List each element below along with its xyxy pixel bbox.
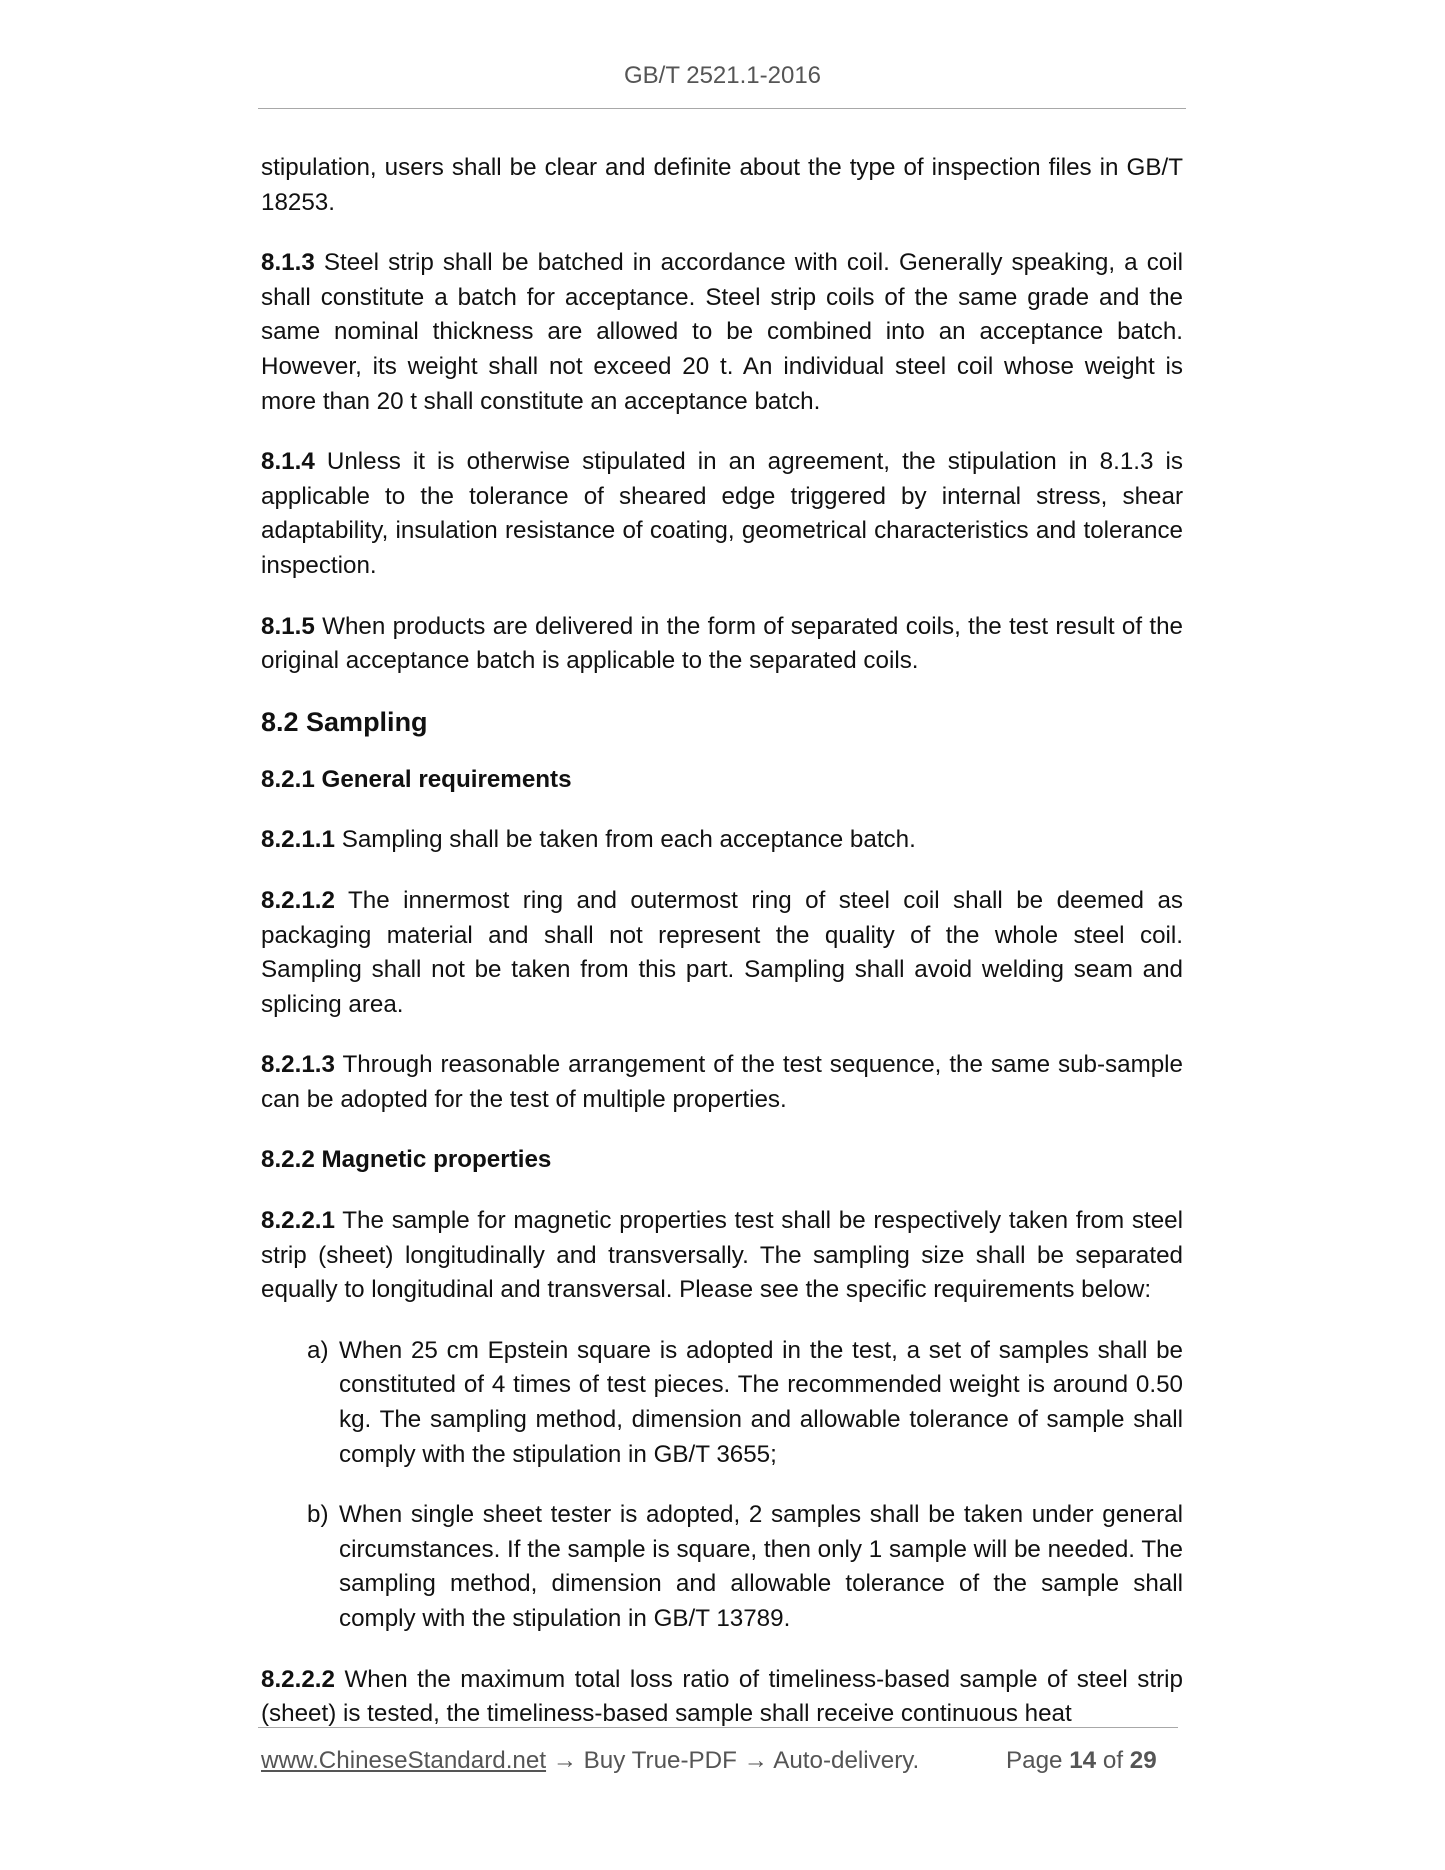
page-of: of xyxy=(1102,1747,1124,1774)
promo-text: → Buy True-PDF → Auto-delivery. xyxy=(546,1747,920,1774)
clause-8-1-4 xyxy=(261,445,1183,583)
page-label: Page xyxy=(1006,1747,1063,1774)
clause-number: 8.2.2.2 xyxy=(261,1665,335,1693)
clause-text: The sample for magnetic properties test shall be respectively taken from steel strip (sheet) longitudinally and transversally. The sampling size shall be separated equally to longitudinal and transversal. Please see the specific requirements below: xyxy=(261,1207,1183,1304)
page-number xyxy=(1006,1747,1157,1775)
list-item-text: When single sheet tester is adopted, 2 samples shall be taken under general circumstances. If the sample is square, then only 1 sample will be needed. The sampling method, dimension and allowable tolerance of the sample shall comply with the stipulation in GB/T 13789. xyxy=(339,1501,1183,1632)
clause-number: 8.1.5 xyxy=(261,612,315,640)
clause-number: 8.1.3 xyxy=(261,249,315,277)
footer-divider xyxy=(258,1727,1178,1728)
clause-number: 8.1.4 xyxy=(261,448,315,476)
document-body xyxy=(261,151,1183,1758)
page-header: GB/T 2521.1-2016 xyxy=(623,62,822,89)
clause-8-2-1-2 xyxy=(261,884,1183,1022)
footer-promo xyxy=(261,1747,919,1775)
list-item-text: When 25 cm Epstein square is adopted in the test, a set of samples shall be constituted of 4 times of test pieces. The recommended weight is around 0.50 kg. The sampling method, dimension and allowable tolerance of sample shall comply with the stipulation in GB/T 3655; xyxy=(339,1336,1183,1468)
clause-number: 8.2.1.2 xyxy=(261,886,335,914)
header-divider xyxy=(258,108,1186,109)
page-total: 29 xyxy=(1129,1747,1157,1774)
clause-8-1-5 xyxy=(261,610,1183,679)
list-item-b xyxy=(261,1498,1183,1636)
paragraph-continuation: stipulation, users shall be clear and definite about the type of inspection files in GB/T 18253. xyxy=(261,154,1183,216)
list-item-a xyxy=(261,1334,1183,1472)
clause-text: Unless it is otherwise stipulated in an agreement, the stipulation in 8.1.3 is applicable to the tolerance of sheared edge triggered by internal stress, shear adaptability, insulation resistance of coating, geometrical characteristics and tolerance inspection. xyxy=(261,448,1183,579)
section-heading-8-2: 8.2 Sampling xyxy=(261,706,428,737)
clause-number: 8.2.1.1 xyxy=(261,826,335,854)
clause-number: 8.2.1.3 xyxy=(261,1051,335,1079)
site-link[interactable]: www.ChineseStandard.net xyxy=(261,1747,547,1774)
clause-8-2-2-1 xyxy=(261,1204,1183,1308)
list-marker: b) xyxy=(307,1501,329,1529)
list-marker: a) xyxy=(307,1336,329,1364)
clause-text: When products are delivered in the form of separated coils, the test result of the original acceptance batch is applicable to the separated coils. xyxy=(261,612,1183,675)
clause-text: The innermost ring and outermost ring of steel coil shall be deemed as packaging material and shall not represent the quality of the whole steel coil. Sampling shall not be taken from this part. Sampling shall avoid welding seam and splicing area. xyxy=(261,886,1183,1018)
clause-text: Sampling shall be taken from each acceptance batch. xyxy=(334,826,916,854)
clause-text: Steel strip shall be batched in accordance with coil. Generally speaking, a coil shall constitute a batch for acceptance. Steel strip coils of the same grade and the same nominal thickness are allowed to be combined into an acceptance batch. However, its weight shall not exceed 20 t. An individual steel coil whose weight is more than 20 t shall constitute an acceptance batch. xyxy=(261,249,1183,415)
subsection-heading-8-2-2: 8.2.2 Magnetic properties xyxy=(261,1146,552,1174)
page-current: 14 xyxy=(1069,1747,1097,1774)
subsection-heading-8-2-1: 8.2.1 General requirements xyxy=(261,765,572,793)
clause-8-2-1-1 xyxy=(261,823,1183,858)
clause-number: 8.2.2.1 xyxy=(261,1207,335,1235)
clause-8-1-3 xyxy=(261,246,1183,419)
clause-text: Through reasonable arrangement of the test sequence, the same sub-sample can be adopted for the test of multiple properties. xyxy=(261,1051,1183,1113)
clause-8-2-2-2 xyxy=(261,1663,1183,1732)
clause-text: When the maximum total loss ratio of timeliness-based sample of steel strip (sheet) is tested, the timeliness-based sample shall receive continuous heat xyxy=(261,1665,1183,1728)
clause-8-2-1-3 xyxy=(261,1048,1183,1117)
